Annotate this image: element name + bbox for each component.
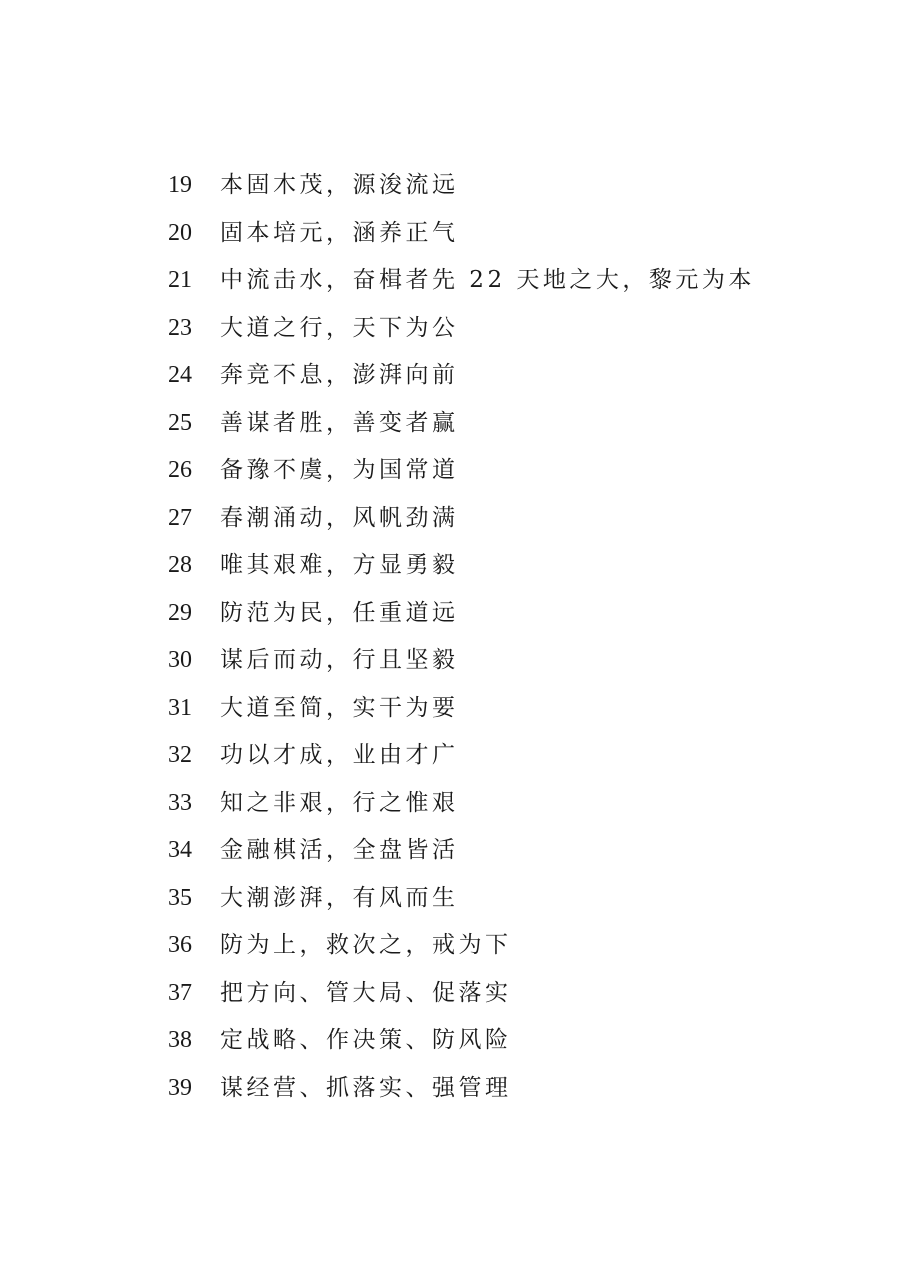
list-item	[168, 542, 868, 590]
item-text: 知之非艰，行之惟艰	[220, 789, 459, 816]
list-item	[168, 970, 868, 1018]
list-item	[168, 400, 868, 448]
list-item	[168, 162, 868, 210]
item-text: 谋经营、抓落实、强管理	[220, 1074, 512, 1101]
list-item	[168, 1065, 868, 1113]
item-text: 善谋者胜，善变者赢	[220, 409, 459, 436]
item-text: 奔竞不息，澎湃向前	[220, 362, 459, 388]
item-number: 39	[168, 1074, 192, 1101]
item-number: 20	[168, 219, 192, 246]
item-text: 防范为民，任重道远	[220, 599, 459, 626]
item-number: 33	[168, 789, 192, 816]
item-number: 19	[168, 172, 192, 198]
list-item	[168, 637, 868, 685]
list-item	[168, 210, 868, 258]
item-number: 34	[168, 837, 192, 863]
list-item	[168, 257, 868, 305]
item-text: 中流击水，奋楫者先 22 天地之大，黎元为本	[220, 267, 755, 293]
phrase-list	[168, 162, 868, 1112]
list-item	[168, 1017, 868, 1065]
item-text: 春潮涌动，风帆劲满	[220, 504, 459, 531]
list-item	[168, 827, 868, 875]
item-number: 32	[168, 742, 192, 768]
item-text: 本固木茂，源浚流远	[220, 172, 459, 198]
item-number: 35	[168, 884, 192, 911]
item-number: 23	[168, 314, 192, 341]
item-text: 定战略、作决策、防风险	[220, 1027, 512, 1053]
list-item	[168, 590, 868, 638]
list-item	[168, 495, 868, 543]
list-item	[168, 922, 868, 970]
item-text: 唯其艰难，方显勇毅	[220, 552, 459, 578]
item-text: 固本培元，涵养正气	[220, 219, 459, 246]
item-number: 36	[168, 932, 192, 958]
list-item	[168, 685, 868, 733]
item-number: 26	[168, 457, 192, 483]
item-text: 金融棋活，全盘皆活	[220, 837, 459, 863]
list-item	[168, 305, 868, 353]
list-item	[168, 732, 868, 780]
list-item	[168, 447, 868, 495]
item-text: 备豫不虞，为国常道	[220, 457, 459, 483]
list-item	[168, 352, 868, 400]
item-text: 大道之行，天下为公	[220, 314, 459, 341]
item-number: 38	[168, 1027, 192, 1053]
item-number: 31	[168, 694, 192, 721]
item-number: 25	[168, 409, 192, 436]
item-text: 防为上，救次之，戒为下	[220, 932, 512, 958]
item-number: 30	[168, 647, 192, 673]
list-item	[168, 780, 868, 828]
item-number: 27	[168, 504, 192, 531]
item-text: 谋后而动，行且坚毅	[220, 647, 459, 673]
item-number: 24	[168, 362, 192, 388]
item-text: 大潮澎湃，有风而生	[220, 884, 459, 911]
item-number: 28	[168, 552, 192, 578]
list-item	[168, 875, 868, 923]
item-number: 21	[168, 267, 192, 293]
item-number: 37	[168, 979, 192, 1006]
item-number: 29	[168, 599, 192, 626]
item-text: 功以才成，业由才广	[220, 742, 459, 768]
item-text: 把方向、管大局、促落实	[220, 979, 512, 1006]
item-text: 大道至简，实干为要	[220, 694, 459, 721]
